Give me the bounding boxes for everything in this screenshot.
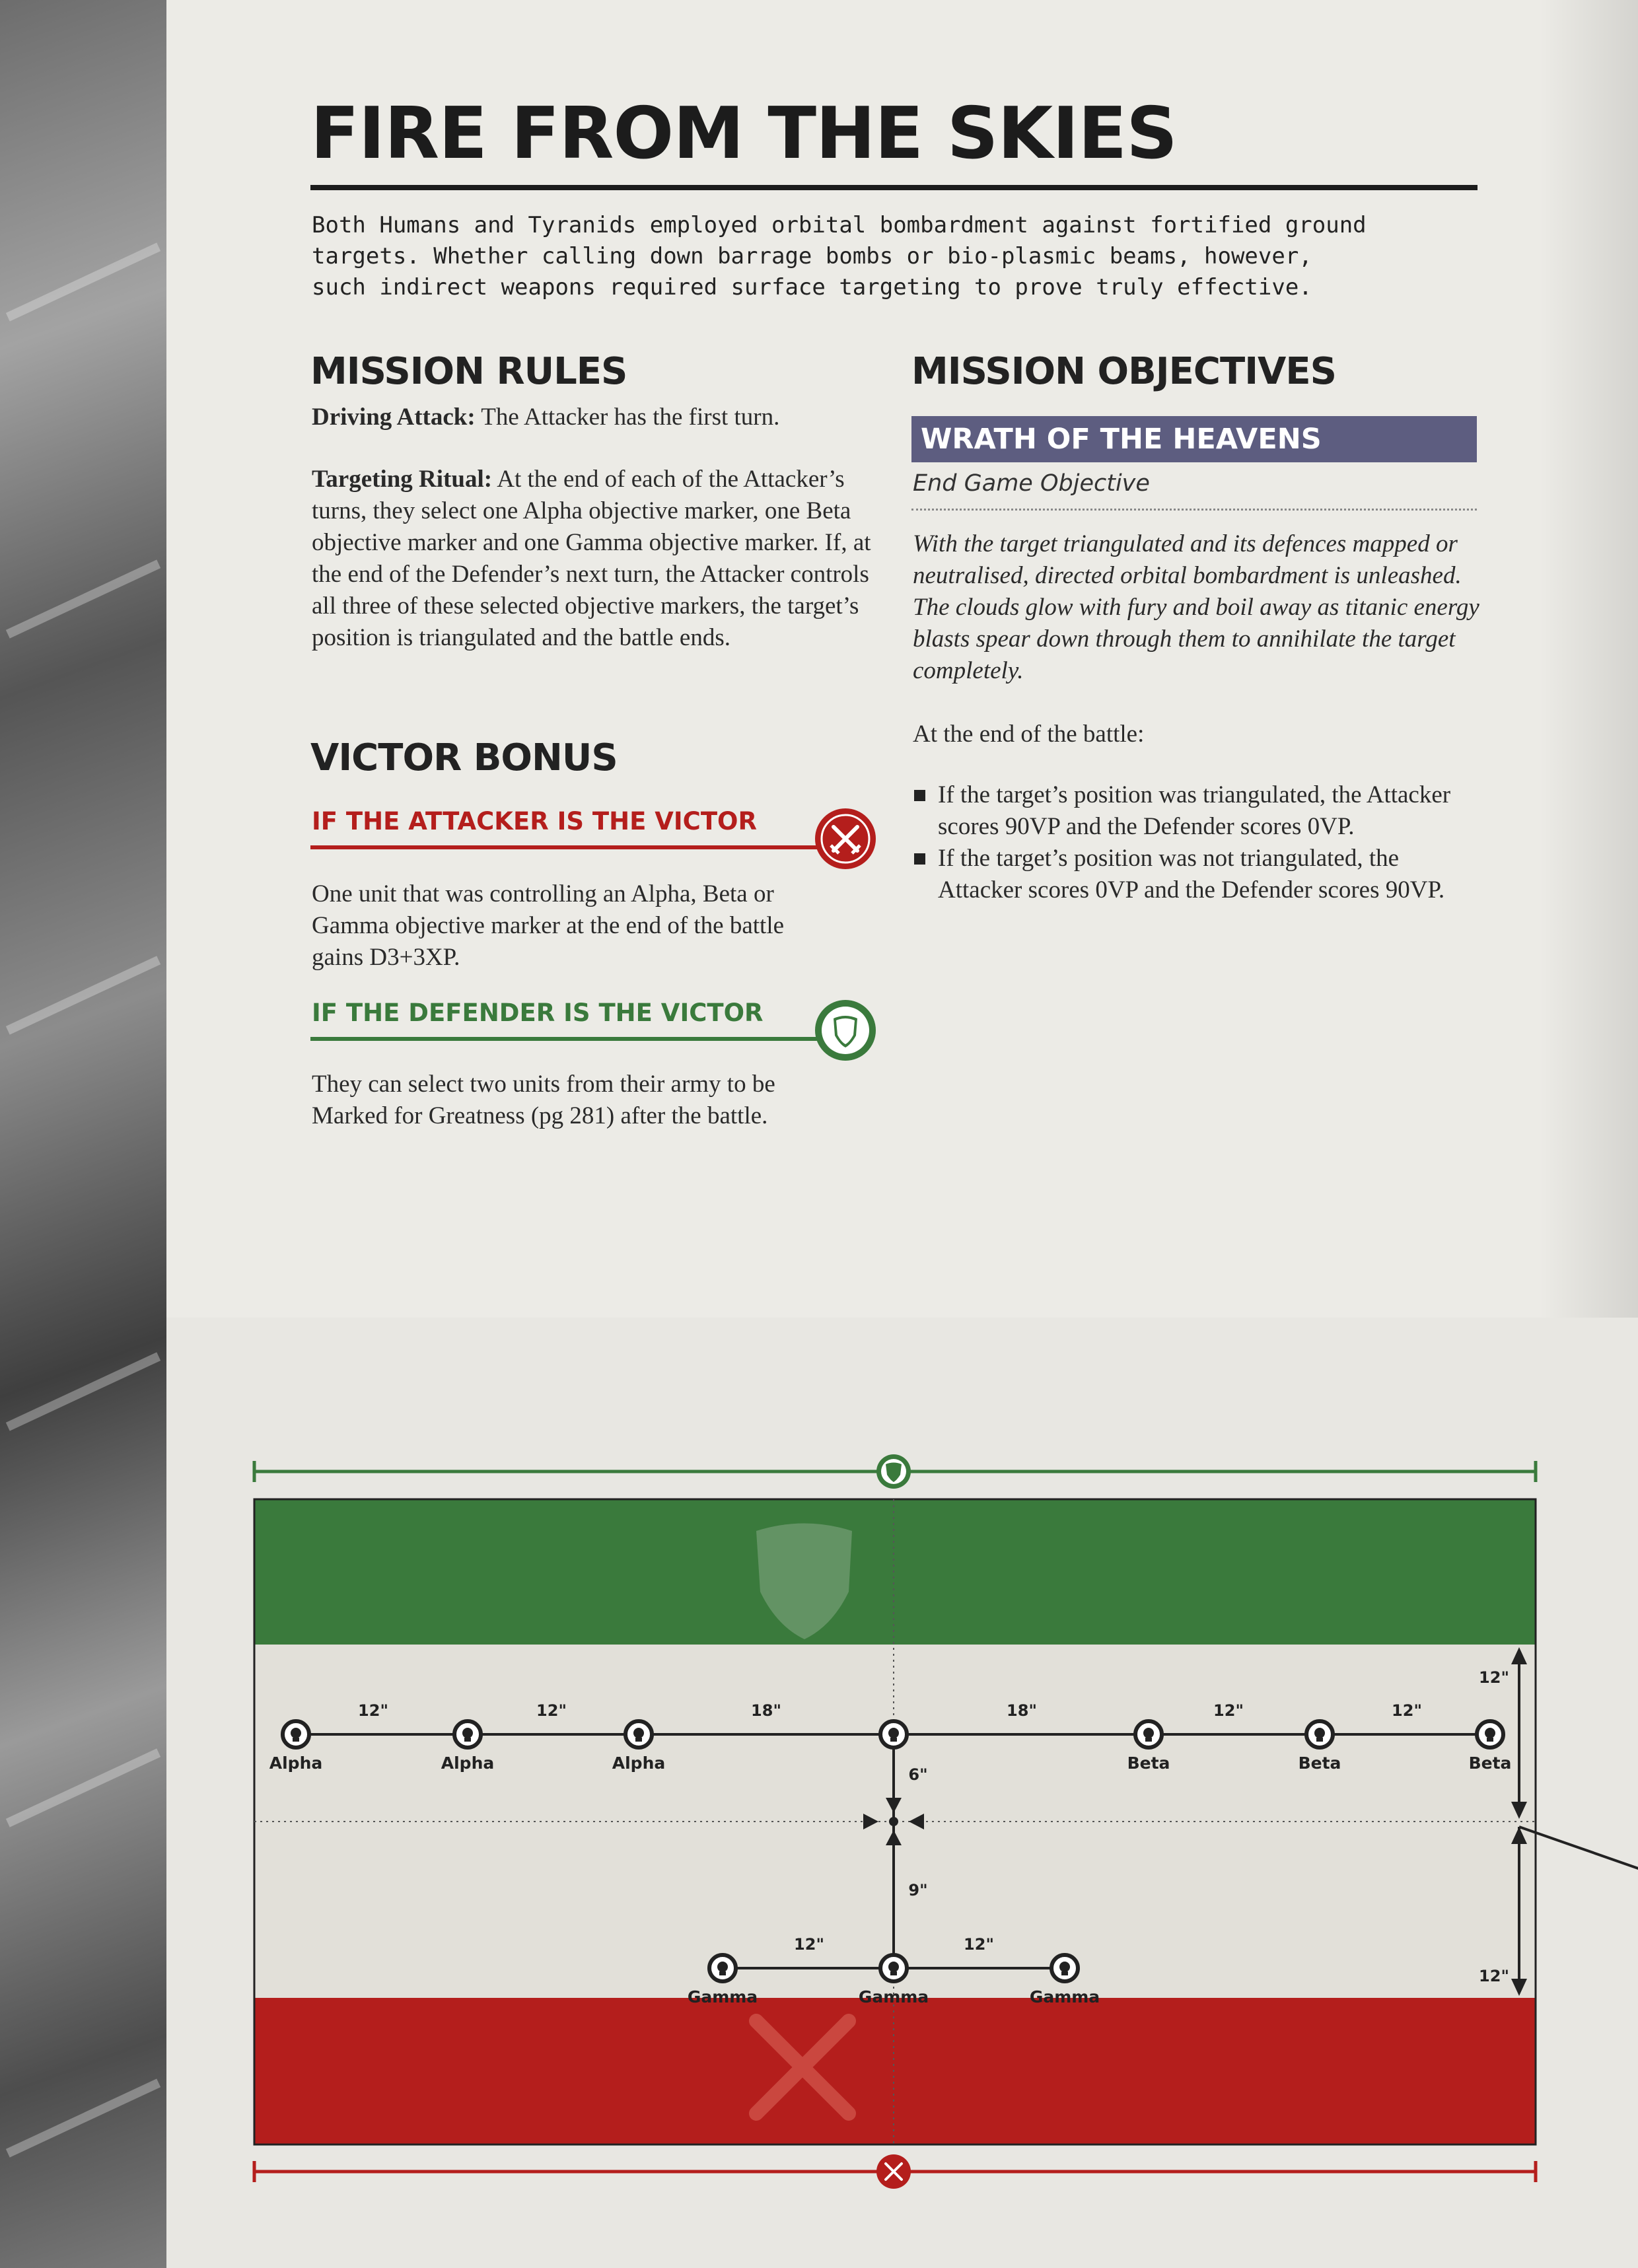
- defender-victor-text: They can select two units from their army to be Marked for Greatness (pg 281) after the battle.: [312, 1071, 775, 1129]
- beta-2-label: Beta: [1298, 1754, 1341, 1773]
- driving-attack-label: Driving Attack:: [312, 404, 476, 431]
- distance-offset-gamma: 9": [908, 1881, 928, 1899]
- gamma-2-label: Gamma: [858, 1987, 929, 2006]
- beta-1-label: Beta: [1127, 1754, 1170, 1773]
- attacker-deployment-zone: [254, 1998, 1536, 2144]
- distance-gamma-bottom-edge: 12": [1479, 1967, 1509, 1985]
- attacker-victor-heading: IF THE ATTACKER IS THE VICTOR: [312, 807, 758, 835]
- centre-point: [889, 1817, 898, 1826]
- defender-victor-heading: IF THE DEFENDER IS THE VICTOR: [312, 999, 764, 1027]
- alpha-3-label: Alpha: [612, 1754, 666, 1773]
- skull-icon: [291, 1728, 301, 1738]
- gamma-3-label: Gamma: [1029, 1987, 1100, 2006]
- objective-bullet-not-triangulated: If the target’s position was not triangulated, the Attacker scores 0VP and the Defender scores 90VP.: [913, 843, 1481, 906]
- distance-centre-beta1: 18": [1007, 1701, 1037, 1720]
- mission-rules-heading: MISSION RULES: [310, 350, 627, 393]
- centre-objective-marker: [880, 1721, 907, 1748]
- distance-beta1-beta2: 12": [1213, 1701, 1244, 1720]
- distance-alpha1-alpha2: 12": [358, 1701, 388, 1720]
- targeting-ritual-text: At the end of each of the Attacker’s turns, they select one Alpha objective marker, one Beta objective marker and one Gamma objective marker. If, at the end of the Defender’s next turn, the Attacker controls all three of these selected objective markers, the target’s position is triangulated and the battle ends.: [312, 466, 871, 651]
- skull-icon: [717, 1962, 728, 1972]
- objective-flavour-text: With the target triangulated and its defences mapped or neutralised, directed orbital bombardment is unleashed. The clouds glow with fury and boil away as titanic energy blasts spear down through them to annihilate the target completely.: [913, 530, 1479, 684]
- beta-3-label: Beta: [1468, 1754, 1512, 1773]
- distance-beta2-beta3: 12": [1392, 1701, 1422, 1720]
- distance-alpha3-centre: 18": [751, 1701, 781, 1720]
- skull-icon: [633, 1728, 644, 1738]
- targeting-ritual-label: Targeting Ritual:: [312, 466, 493, 493]
- skull-icon: [1059, 1962, 1070, 1972]
- page-title: FIRE FROM THE SKIES: [310, 92, 1177, 175]
- gamma-1-label: Gamma: [687, 1987, 758, 2006]
- alpha-2-label: Alpha: [441, 1754, 495, 1773]
- alpha-1-label: Alpha: [269, 1754, 323, 1773]
- skull-icon: [1143, 1728, 1154, 1738]
- objective-bullet-triangulated: If the target’s position was triangulated, the Attacker scores 90VP and the Defender scores 0VP.: [913, 779, 1481, 843]
- attacker-edge-swords-icon: [876, 2154, 911, 2189]
- skull-icon: [462, 1728, 473, 1738]
- skull-icon: [888, 1962, 899, 1972]
- distance-beta-top-edge: 12": [1479, 1668, 1509, 1687]
- defender-deployment-zone: [254, 1499, 1536, 1645]
- skull-icon: [1314, 1728, 1325, 1738]
- intro-text: Both Humans and Tyranids employed orbital bombardment against fortified ground targets. Whether calling down barrage bombs or bio-plasmic beams, however, such indirect weapons required surface targeting to prove truly effective.: [312, 212, 1367, 301]
- distance-alpha2-alpha3: 12": [536, 1701, 567, 1720]
- objective-subheading: End Game Objective: [913, 470, 1150, 497]
- skull-icon: [1485, 1728, 1495, 1738]
- mission-objectives-heading: MISSION OBJECTIVES: [911, 350, 1336, 393]
- attacker-victor-text: One unit that was controlling an Alpha, Beta or Gamma objective marker at the end of the battle gains D3+3XP.: [312, 880, 785, 971]
- distance-centre-offset: 6": [908, 1765, 928, 1784]
- victor-bonus-heading: VICTOR BONUS: [310, 736, 618, 779]
- distance-gamma1-gamma2: 12": [794, 1935, 824, 1954]
- driving-attack-text: The Attacker has the first turn.: [475, 404, 780, 431]
- objective-lead-text: At the end of the battle:: [913, 721, 1145, 748]
- distance-gamma2-gamma3: 12": [964, 1935, 994, 1954]
- skull-icon: [888, 1728, 899, 1738]
- defender-edge-shield-icon: [876, 1454, 911, 1489]
- objective-banner-label: WRATH OF THE HEAVENS: [921, 423, 1322, 456]
